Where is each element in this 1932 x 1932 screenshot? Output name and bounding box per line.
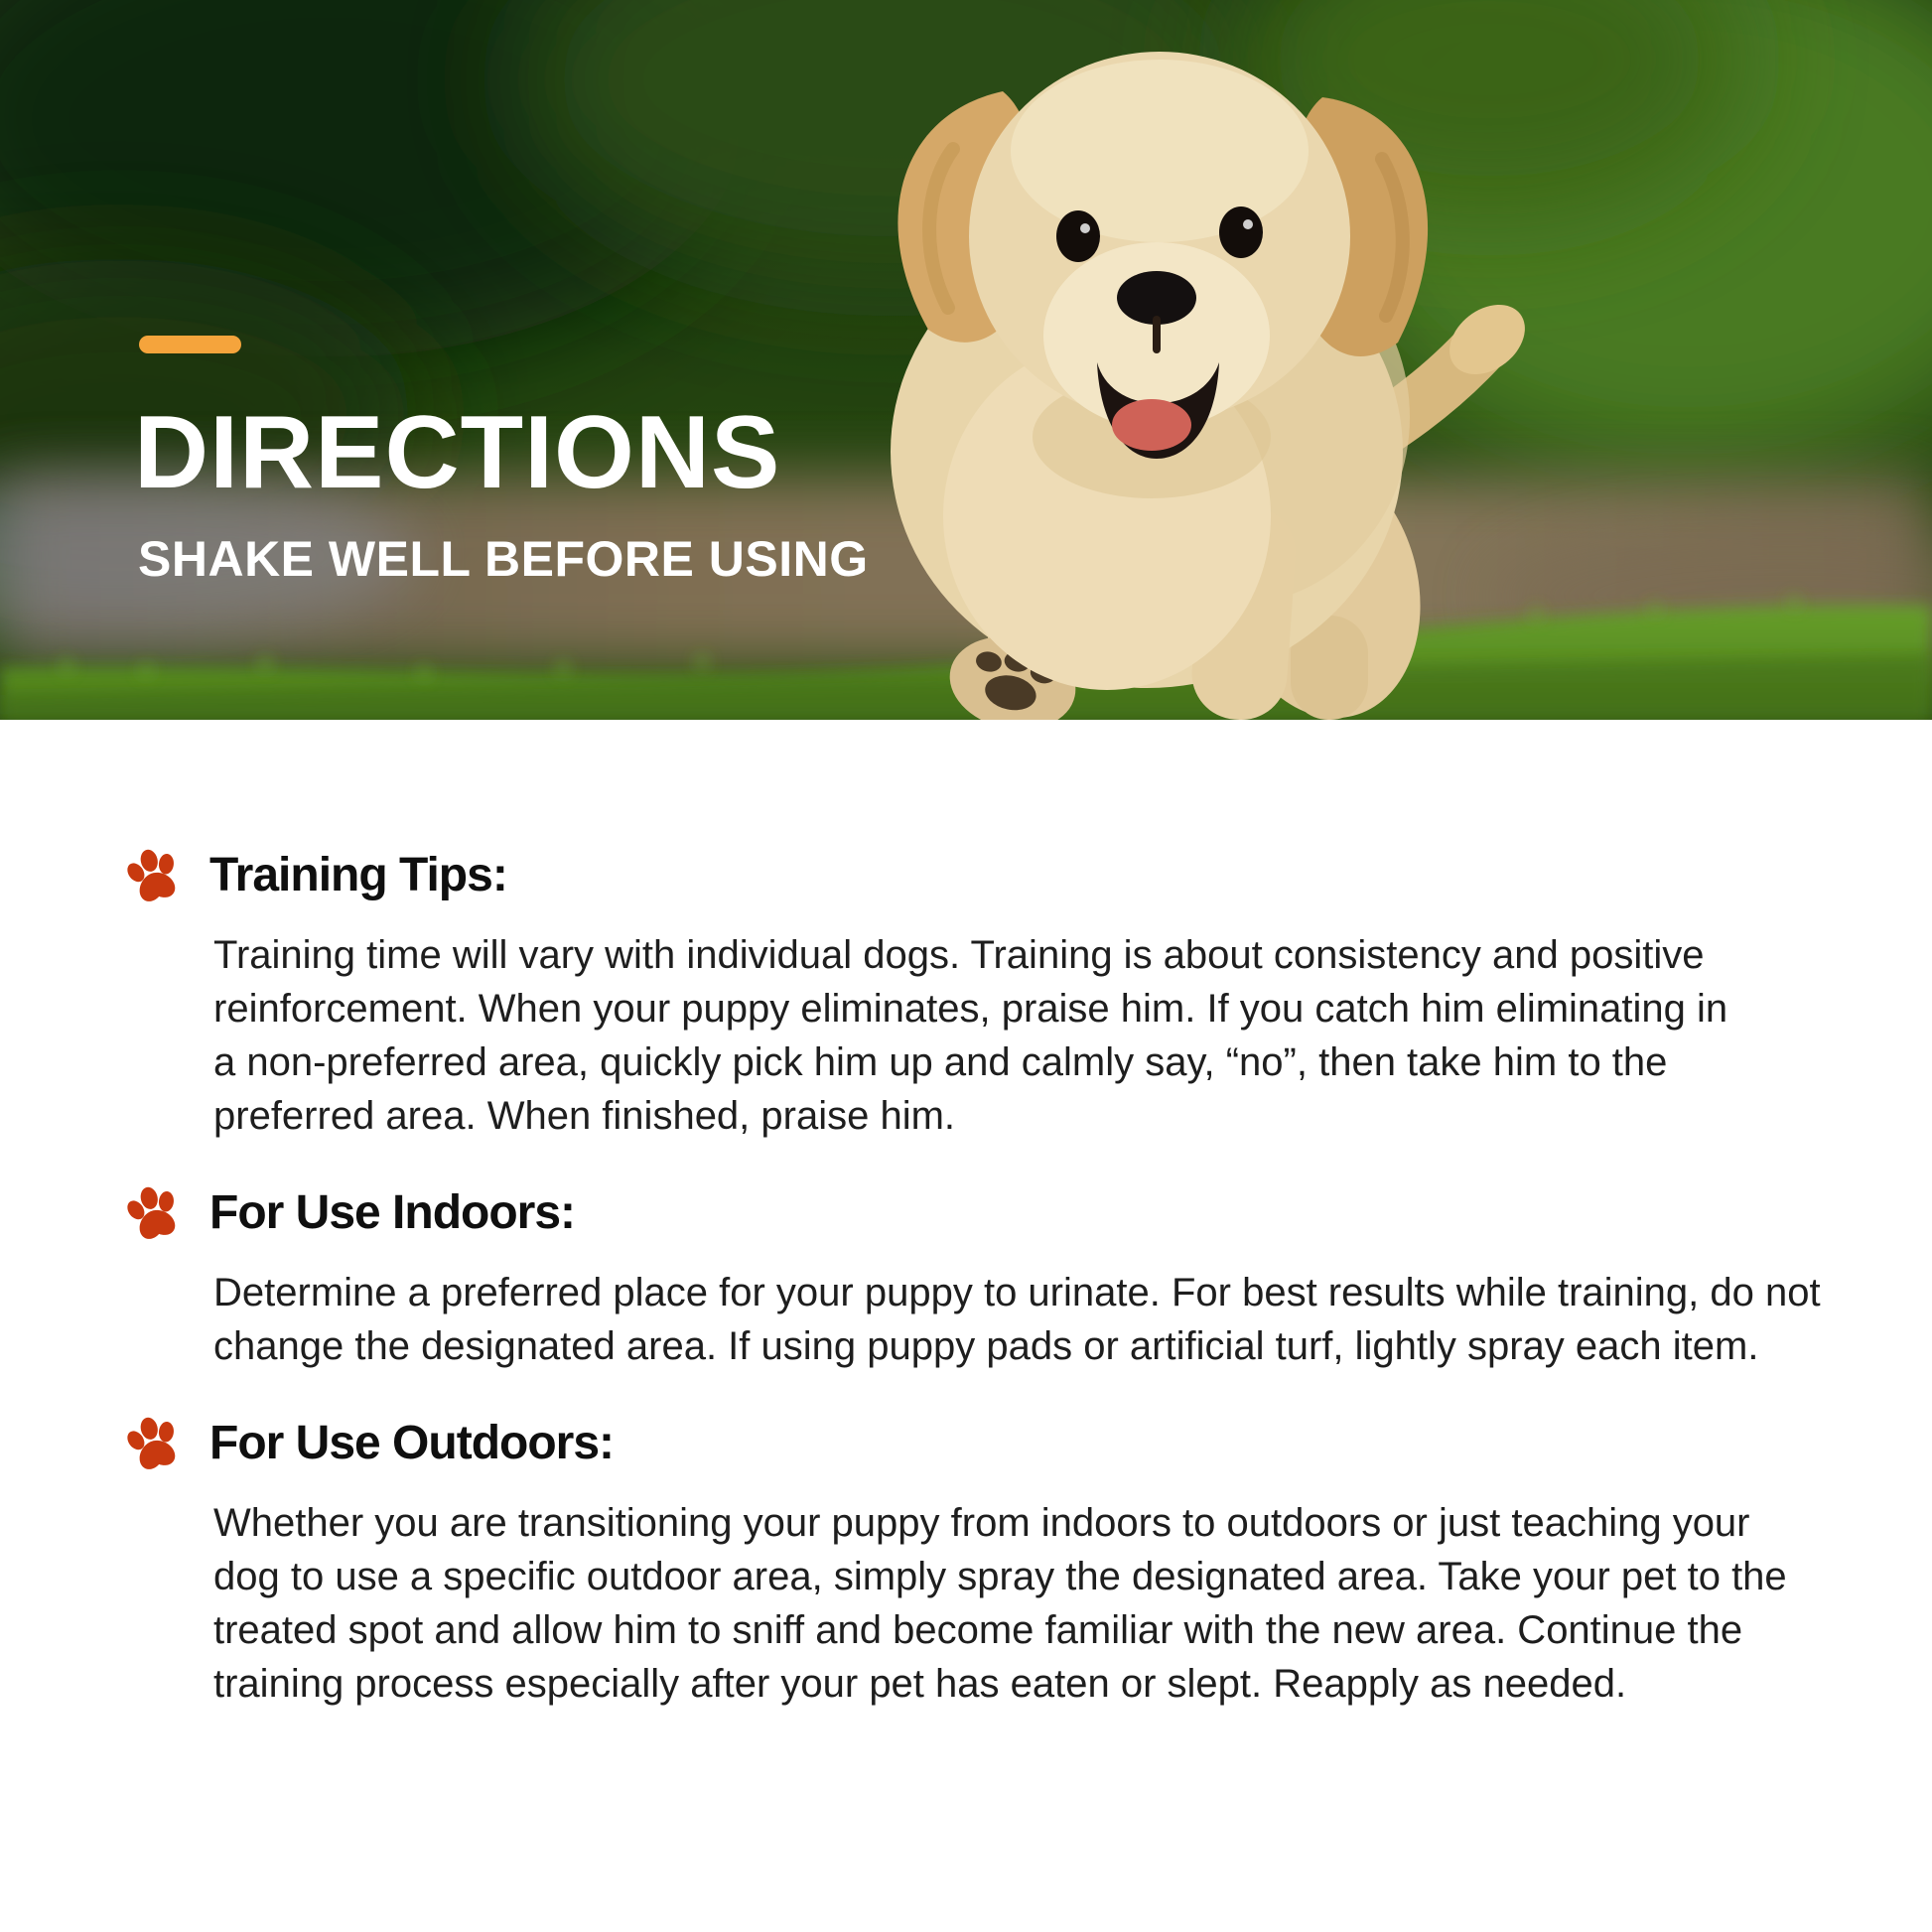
hero-text-overlay: [0, 0, 1932, 720]
section-header: [124, 1184, 1813, 1242]
accent-dash: [139, 336, 241, 353]
body-line: treated spot and allow him to sniff and become familiar with the new area. Continue the: [213, 1608, 1743, 1652]
section-body: [213, 928, 1813, 1143]
paw-icon: [124, 848, 184, 903]
body-line: preferred area. When finished, praise him.: [213, 1094, 956, 1138]
body-line: Determine a preferred place for your puppy to urinate. For best results while training, do not: [213, 1271, 1821, 1314]
hero-banner: [0, 0, 1932, 720]
section-for-use-outdoors: [124, 1415, 1813, 1711]
section-training-tips: [124, 847, 1813, 1143]
body-line: change the designated area. If using puppy pads or artificial turf, lightly spray each item.: [213, 1324, 1759, 1368]
body-line: training process especially after your pet has eaten or slept. Reapply as needed.: [213, 1662, 1627, 1706]
body-line: Whether you are transitioning your puppy from indoors to outdoors or just teaching your: [213, 1501, 1750, 1545]
body-line: dog to use a specific outdoor area, simply spray the designated area. Take your pet to the: [213, 1555, 1787, 1598]
body-line: Training time will vary with individual dogs. Training is about consistency and positive: [213, 933, 1705, 977]
section-title: For Use Indoors:: [209, 1186, 576, 1239]
page-subtitle: SHAKE WELL BEFORE USING: [138, 531, 869, 587]
paw-icon: [124, 1416, 184, 1471]
body-line: a non-preferred area, quickly pick him up and calmly say, “no”, then take him to the: [213, 1040, 1668, 1084]
section-title: For Use Outdoors:: [209, 1417, 615, 1469]
directions-content: [0, 720, 1932, 1711]
page-title: DIRECTIONS: [134, 395, 781, 510]
body-line: reinforcement. When your puppy eliminates, praise him. If you catch him eliminating in: [213, 987, 1728, 1031]
section-for-use-indoors: [124, 1184, 1821, 1373]
paw-icon: [124, 1185, 184, 1241]
section-body: [213, 1266, 1821, 1373]
section-title: Training Tips:: [209, 849, 507, 901]
section-body: [213, 1496, 1813, 1711]
section-header: [124, 847, 1813, 904]
section-header: [124, 1415, 1813, 1472]
